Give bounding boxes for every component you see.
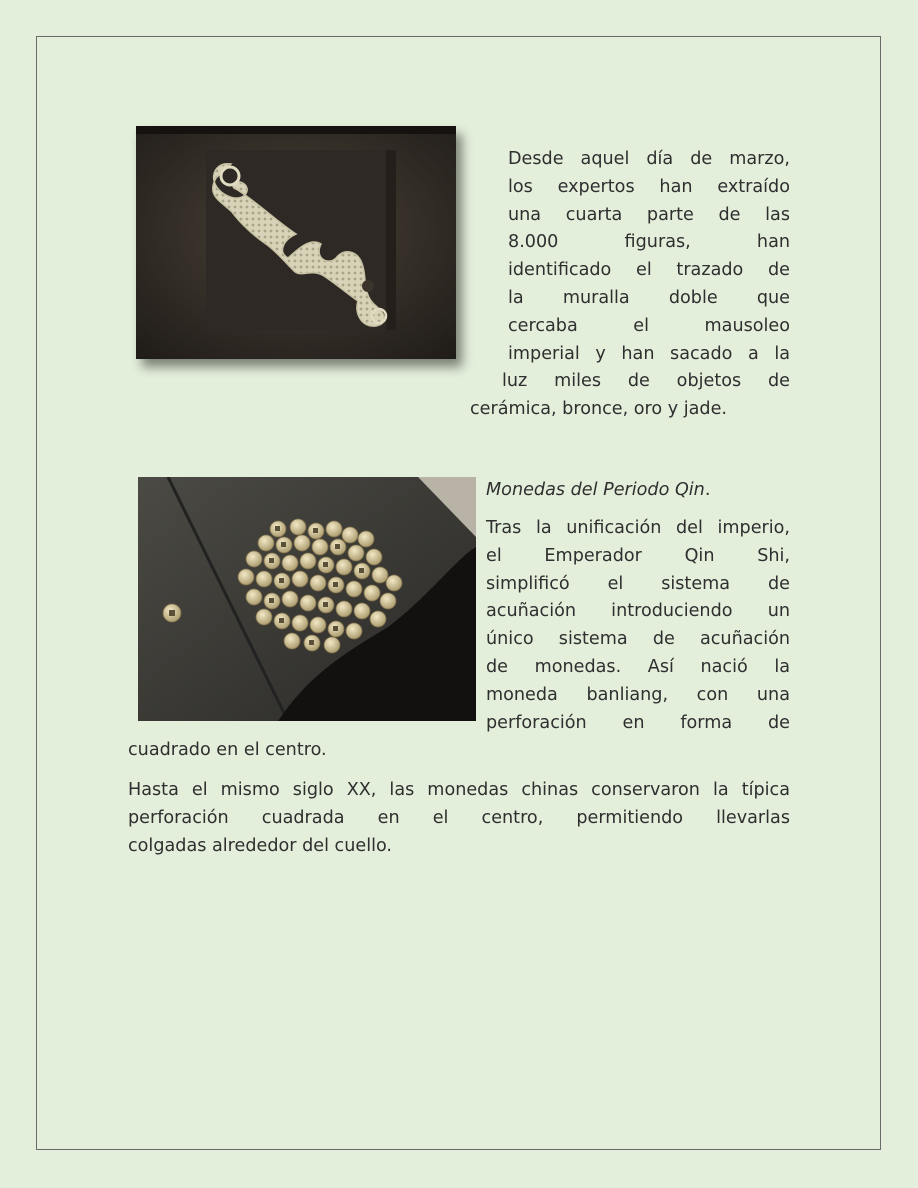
paragraph-line: de monedas. Así nació la xyxy=(486,656,790,677)
paragraph-line: acuñación introduciendo un xyxy=(486,601,790,622)
jade-dragon-photo xyxy=(136,126,456,359)
paragraph-line: cerámica, bronce, oro y jade. xyxy=(470,399,728,420)
paragraph-line: colgadas alrededor del cuello. xyxy=(128,835,393,856)
jade-dragon-image xyxy=(136,126,456,359)
caption-text: Monedas del Periodo Qin xyxy=(486,480,705,500)
paragraph-line: simplificó el sistema de xyxy=(486,573,790,594)
coins-caption xyxy=(486,477,710,505)
section3-paragraph xyxy=(128,777,790,860)
paragraph-line: cuadrado en el centro. xyxy=(128,740,327,761)
paragraph-line: una cuarta parte de las xyxy=(508,204,790,225)
section2-paragraph xyxy=(128,515,790,765)
paragraph-line: la muralla doble que xyxy=(508,287,790,308)
paragraph-line: único sistema de acuñación xyxy=(486,629,790,650)
paragraph-line: Tras la unificación del imperio, xyxy=(486,518,790,538)
paragraph-line: el Emperador Qin Shi, xyxy=(486,545,790,566)
paragraph-line: moneda banliang, con una xyxy=(486,684,790,705)
paragraph-line: 8.000 figuras, han xyxy=(508,232,790,253)
paragraph-line: luz miles de objetos de xyxy=(502,371,790,392)
paragraph-line: los expertos han extraído xyxy=(508,176,790,197)
caption-period: . xyxy=(704,480,711,500)
paragraph-line: cercaba el mausoleo xyxy=(508,315,790,336)
section1-paragraph xyxy=(470,146,790,424)
paragraph-line: perforación en forma de xyxy=(486,712,790,733)
paragraph-line: Hasta el mismo siglo XX, las monedas chinas conservaron la típica xyxy=(128,780,790,800)
paragraph-line: Desde aquel día de marzo, xyxy=(508,149,790,169)
paragraph-line: imperial y han sacado a la xyxy=(508,343,790,364)
paragraph-line: identificado el trazado de xyxy=(508,260,790,281)
paragraph-line: perforación cuadrada en el centro, permitiendo llevarlas xyxy=(128,807,790,828)
